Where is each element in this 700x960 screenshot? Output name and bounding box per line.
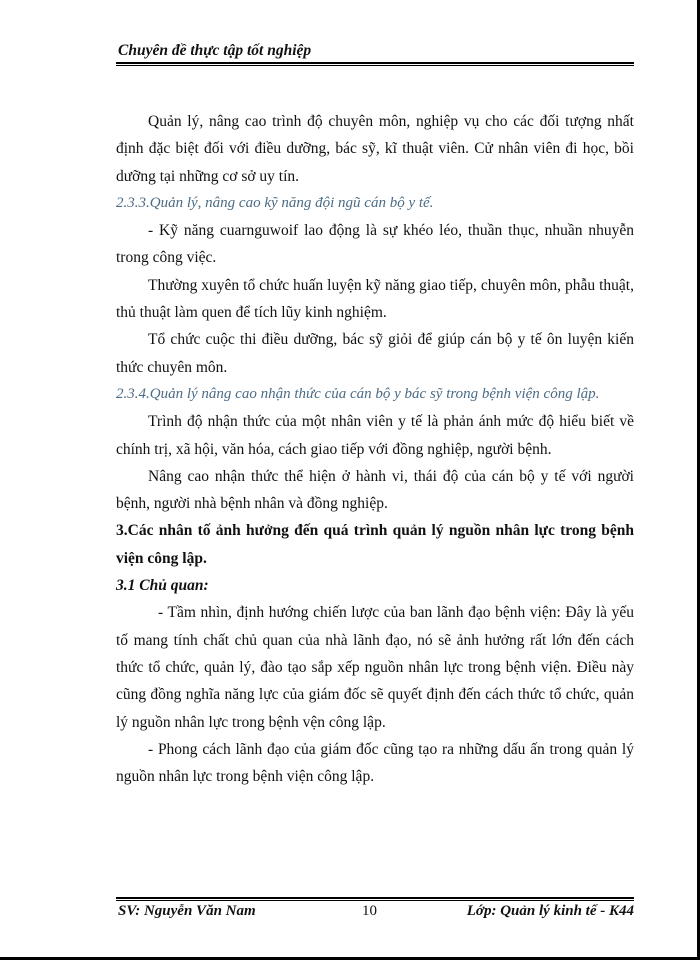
footer-student: SV: Nguyễn Văn Nam bbox=[118, 903, 256, 919]
document-body bbox=[116, 108, 634, 790]
paragraph: - Kỹ năng cuarnguwoif lao động là sự khéo léo, thuần thục, nhuần nhuyễn trong công việc. bbox=[116, 222, 634, 267]
header-title: Chuyên đề thực tập tốt nghiệp bbox=[118, 42, 312, 59]
paragraph: Trình độ nhận thức của một nhân viên y tế là phản ánh mức độ hiểu biết về chính trị, xã hội, văn hóa, cách giao tiếp với đồng nghiệp, người bệnh. bbox=[116, 413, 634, 458]
footer-class: Lớp: Quản lý kinh tế - K44 bbox=[466, 903, 634, 919]
subheading-2-3-4: 2.3.4.Quản lý nâng cao nhận thức của cán bộ y bác sỹ trong bệnh viện công lập. bbox=[116, 385, 600, 402]
paragraph: - Phong cách lãnh đạo của giám đốc cũng tạo ra những dấu ấn trong quản lý nguồn nhân lực trong bệnh viện công lập. bbox=[116, 740, 634, 786]
page-number: 10 bbox=[362, 903, 377, 919]
paragraph: Nâng cao nhận thức thể hiện ở hành vi, thái độ của cán bộ y tế với người bệnh, người nhà bệnh nhân và đồng nghiệp. bbox=[116, 467, 634, 513]
header-rule bbox=[116, 62, 634, 66]
footer bbox=[116, 903, 634, 923]
section-heading-3-1: 3.1 Chủ quan: bbox=[116, 577, 209, 595]
section-heading-3: 3.Các nhân tố ảnh hưởng đến quá trình quản lý nguồn nhân lực trong bệnh viện công lập. bbox=[116, 522, 634, 567]
footer-rule bbox=[116, 897, 634, 901]
paragraph: Tổ chức cuộc thi điều dưỡng, bác sỹ giỏi để giúp cán bộ y tế ôn luyện kiến thức chuyên môn. bbox=[116, 331, 634, 376]
paragraph: Thường xuyên tổ chức huấn luyện kỹ năng giao tiếp, chuyên môn, phẫu thuật, thủ thuật làm quen để tích lũy kinh nghiệm. bbox=[116, 276, 634, 322]
paragraph: - Tầm nhìn, định hướng chiến lược của ban lãnh đạo bệnh viện: Đây là yếu tố mang tính chất chủ quan của nhà lãnh đạo, nó sẽ ảnh hưởng rất lớn đến cách thức tổ chức, quản lý, đào tạo sắp xếp nguồn nhân lực trong bệnh viện. Điều này cũng đồng nghĩa năng lực của giám đốc sẽ quyết định đến cách thức tổ chức, quản lý nguồn nhân lực trong bệnh vện công lập. bbox=[116, 604, 634, 731]
paragraph: Quản lý, nâng cao trình độ chuyên môn, nghiệp vụ cho các đối tượng nhất định đặc biệt đối với điều dưỡng, bác sỹ, kĩ thuật viên. Cử nhân viên đi học, bồi dưỡng tại những cơ sở uy tín. bbox=[116, 113, 634, 185]
subheading-2-3-3: 2.3.3.Quản lý, nâng cao kỹ năng đội ngũ cán bộ y tế. bbox=[116, 194, 434, 211]
